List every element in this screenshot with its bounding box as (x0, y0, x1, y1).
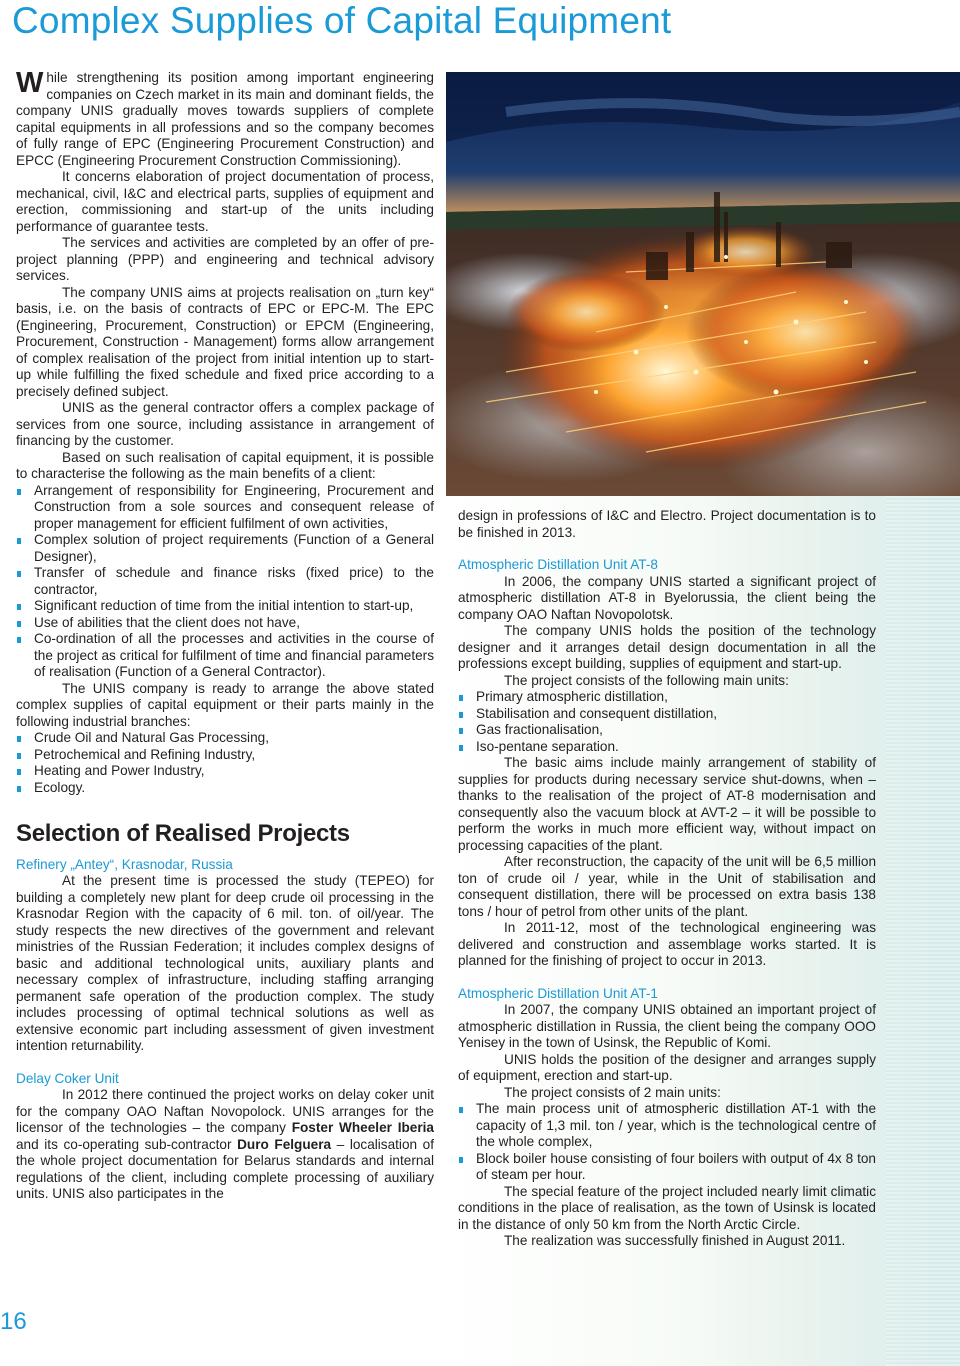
intro-paragraph: The services and activities are completed by an offer of pre-project planning (PPP) and engineering and technical advisory services. (16, 235, 434, 283)
refinery-night-photo (446, 72, 960, 496)
list-item: Transfer of schedule and finance risks (fixed price) to the contractor, (16, 565, 434, 598)
page-title: Complex Supplies of Capital Equipment (12, 0, 672, 41)
project-text: The special feature of the project included nearly limit climatic conditions in the place of realisation, as the town of Usinsk is located in the distance of only 50 km from the North Arctic Circle. (458, 1183, 876, 1232)
list-item: Petrochemical and Refining Industry, (16, 747, 434, 764)
bullet-square-icon (17, 637, 21, 643)
bullet-square-icon (17, 571, 21, 577)
list-item: Stabilisation and consequent distillation, (458, 706, 876, 723)
right-column (458, 508, 876, 1250)
project-text: The company UNIS holds the position of the technology designer and it arranges detail design documentation in all the professions except building, supplies of equipment and start-up. (458, 623, 876, 671)
intro-paragraph: It concerns elaboration of project documentation of process, mechanical, civil, I&C and electrical parts, supplies of equipment and erection, commissioning and start-up of the units including performance of guarantee tests. (16, 169, 434, 234)
project-title: Atmospheric Distillation Unit AT-8 (458, 557, 658, 572)
project-text: UNIS holds the position of the designer and arranges supply of equipment, erection and start-up. (458, 1051, 876, 1083)
page-number: 16 (0, 1308, 27, 1335)
project-text: In 2011-12, most of the technological engineering was delivered and construction and assemblage works started. It is planned for the finishing of project to occur in 2013. (458, 920, 876, 968)
intro-paragraph: The company UNIS aims at projects realisation on „turn key“ basis, i.e. on the basis of contracts of EPC or EPC-M. The EPC (Engineering, Procurement, Construction) or EPCM (Engineering, Procurement, Construction - Management) forms allow arrangement of complex realisation of the project from initial intention up to start-up while fulfilling the fixed schedule and fixed price according to a precisely defined subject. (16, 284, 434, 399)
list-item: Primary atmospheric distillation, (458, 689, 876, 706)
project-title: Atmospheric Distillation Unit AT-1 (458, 985, 658, 1001)
list-item: Complex solution of project requirements (Function of a General Designer), (16, 532, 434, 565)
list-item: Use of abilities that the client does not have, (16, 615, 434, 632)
list-item: Block boiler house consisting of four boilers with output of 4x 8 ton of steam per hour. (458, 1151, 876, 1184)
intro-paragraph: Based on such realisation of capital equipment, it is possible to characterise the following as the main benefits of a client: (16, 449, 434, 481)
intro-paragraph: While strengthening its position among important engineering companies on Czech market in its main and dominant fields, the company UNIS gradually moves towards suppliers of complete capital equipments in all professions and so the company becomes of fully range of EPC (Engineering Procurement Construction) and EPCC (Engineering Procurement Construction Commissioning). (16, 67, 434, 168)
project-text: The project consists of the following main units: (504, 672, 789, 688)
project-text: The realization was successfully finished in August 2011. (504, 1233, 846, 1248)
bullet-square-icon (459, 712, 463, 718)
project-text: At the present time is processed the study (TEPEO) for building a completely new plant for deep crude oil processing in the Krasnodar Region with the capacity of 6 mil. ton. of oil/year. The study respects the new directives of the government and relevant ministries of the Russian Federation; it includes complex designs of basic and additional technological units, auxiliary plants and necessary complex of infrastructure, including staffing arranging permanent safe operation of the production complex. The study includes processing of optimal technical solutions as well as extensive economic part including assessment of given investment intention returnability. (16, 873, 434, 1053)
branches-list (16, 730, 434, 796)
bullet-square-icon (17, 489, 21, 495)
project-text: The basic aims include mainly arrangement of stability of supplies for products during necessary service shut-downs, when – thanks to the realisation of the project of AT-8 modernisation and consequently also the vacuum block at AVT-2 – it will be possible to perform the works in much more efficient way, without impact on processing capacities of the plant. (458, 755, 876, 853)
list-item: The main process unit of atmospheric distillation AT-1 with the capacity of 1,3 mil. ton / year, which is the technological centre of the whole complex, (458, 1101, 876, 1151)
bullet-square-icon (17, 621, 21, 627)
bullet-square-icon (459, 1107, 463, 1113)
list-item: Significant reduction of time from the initial intention to start-up, (16, 598, 434, 615)
bullet-square-icon (17, 736, 21, 742)
company-name: Foster Wheeler Iberia (291, 1120, 434, 1135)
list-item: Iso-pentane separation. (458, 739, 876, 756)
intro-paragraph: UNIS as the general contractor offers a complex package of services from one source, including assistance in arrangement of financing by the customer. (16, 400, 434, 448)
bullet-square-icon (459, 1157, 463, 1163)
section-heading: Selection of Realised Projects (16, 820, 350, 847)
project-title: Refinery „Antey“, Krasnodar, Russia (16, 856, 233, 872)
bullet-square-icon (17, 604, 21, 610)
bullet-square-icon (459, 695, 463, 701)
intro-paragraph: The UNIS company is ready to arrange the above stated complex supplies of capital equipment or their parts mainly in the following industrial branches: (16, 680, 434, 729)
project-text: After reconstruction, the capacity of the unit will be 6,5 million ton of crude oil / year, while in the Unit of stabilisation and consequent distillation, there will be processed on extra basis 138 tons / hour of petrol from other units of the plant. (458, 854, 876, 919)
list-item: Co-ordination of all the processes and activities in the course of the project as critical for fulfilment of time and financial parameters of realisation (Function of a General Contractor). (16, 631, 434, 681)
project-text: In 2006, the company UNIS started a significant project of atmospheric distillation AT-8 in Byelorussia, the client being the company OAO Naftan Novopolotsk. (458, 573, 876, 622)
benefits-list (16, 483, 434, 681)
units-list (458, 689, 876, 755)
bullet-square-icon (17, 769, 21, 775)
bullet-square-icon (17, 538, 21, 544)
project-title: Delay Coker Unit (16, 1070, 119, 1086)
left-column (16, 67, 435, 1203)
list-item: Ecology. (16, 780, 434, 797)
project-text: In 2007, the company UNIS obtained an important project of atmospheric distillation in Russia, the client being the company OOO Yenisey in the town of Usinsk, the Republic of Komi. (458, 1002, 876, 1050)
company-name: Duro Felguera (237, 1136, 332, 1152)
list-item: Gas fractionalisation, (458, 722, 876, 739)
list-item: Arrangement of responsibility for Engineering, Procurement and Construction from a sole sources and consequent release of proper management for efficient fulfilment of own activities, (16, 483, 434, 533)
bullet-square-icon (459, 728, 463, 734)
bullet-square-icon (17, 786, 21, 792)
project-text: design in professions of I&C and Electro. Project documentation is to be finished in 2013. (458, 508, 876, 540)
units-list (458, 1101, 876, 1184)
list-item: Heating and Power Industry, (16, 763, 434, 780)
drop-cap: W (16, 67, 44, 99)
bullet-square-icon (17, 753, 21, 759)
project-text: The project consists of 2 main units: (504, 1084, 721, 1100)
list-item: Crude Oil and Natural Gas Processing, (16, 730, 434, 747)
bullet-square-icon (459, 745, 463, 751)
project-text: In 2012 there continued the project works on delay coker unit for the company OAO Naftan Novopolock. UNIS arranges for the licensor of the technologies – the company Foster Wheeler Iberia and its co-operating sub-contractor Duro Felguera – localisation of the whole project documentation for Belarus standards and internal regulations of the client, including complete processing of auxiliary units. UNIS also participates in the (16, 1087, 435, 1201)
